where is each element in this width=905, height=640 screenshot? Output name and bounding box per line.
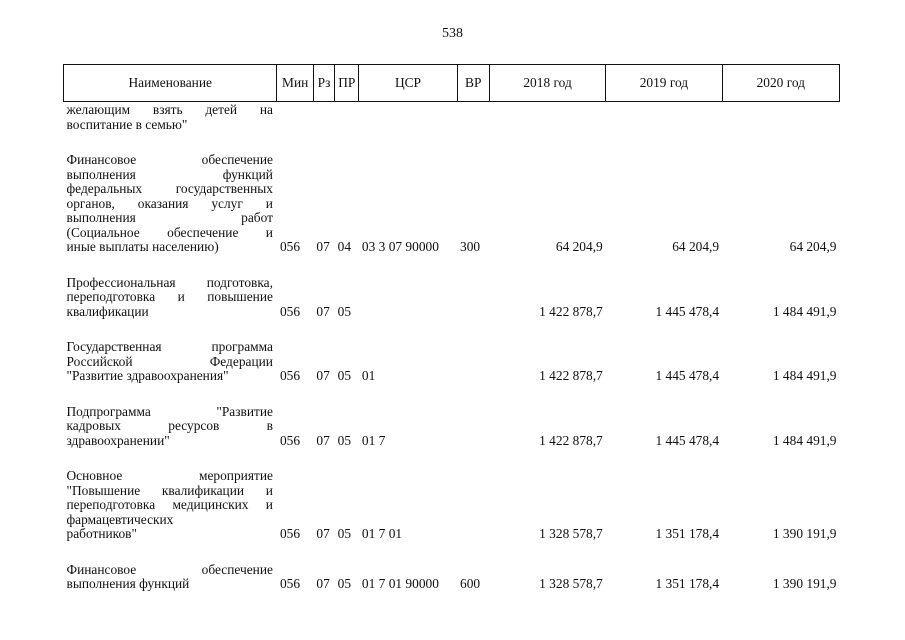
row-pr: 05: [337, 303, 352, 319]
row-2019: 1 445 478,4: [655, 303, 720, 319]
table-header: [64, 65, 840, 102]
table-body: [64, 102, 840, 592]
row-rz: 07: [316, 303, 330, 319]
row-min: 056: [279, 432, 301, 448]
row-name-line: переподготовка медицинских и: [66, 497, 273, 512]
row-2019: 1 445 478,4: [655, 432, 720, 448]
row-pr: 04: [337, 239, 352, 254]
row-csr: 01 7 01: [361, 526, 403, 541]
header-name: Наименование: [64, 65, 277, 102]
row-min: 056: [279, 303, 301, 319]
row-name-line: иные выплаты населению): [66, 239, 219, 254]
table-row: [64, 102, 840, 133]
row-name-line: желающим взять детей на: [66, 102, 273, 117]
row-name-line: органов, оказания услуг и: [66, 195, 273, 211]
row-name: [64, 542, 277, 592]
row-2019: [606, 102, 722, 133]
row-rz: 07: [316, 368, 330, 383]
row-min: 056: [279, 239, 301, 254]
header-min: Мин: [277, 65, 313, 102]
row-name-line: Финансовое обеспечение: [66, 561, 273, 577]
row-name-line: "Повышение квалификации и: [66, 482, 273, 498]
row-name-line: Российской Федерации: [66, 353, 273, 369]
row-vr: [457, 255, 489, 320]
row-vr: [457, 448, 489, 542]
row-2020: 1 484 491,9: [772, 432, 837, 448]
row-name-line: выполнения работ: [66, 210, 273, 225]
row-vr: [457, 102, 489, 133]
row-pr: 05: [337, 432, 352, 448]
row-name-line: выполнения функций: [66, 576, 190, 591]
row-name-line: работников": [66, 526, 137, 541]
row-2018: 1 422 878,7: [539, 432, 603, 448]
row-name-line: Финансовое обеспечение: [66, 152, 273, 167]
row-name-line: кадровых ресурсов в: [66, 418, 273, 433]
row-min: 056: [279, 576, 301, 591]
row-vr: 600: [460, 576, 481, 591]
row-csr: 03 3 07 90000: [361, 239, 439, 254]
row-2020: 1 484 491,9: [772, 368, 837, 383]
row-csr: 01 7 01 90000: [361, 576, 439, 591]
row-min: [277, 102, 313, 133]
row-vr: [457, 384, 489, 449]
budget-table: [63, 64, 840, 592]
row-2018: [489, 102, 605, 133]
row-csr: 01: [361, 368, 376, 383]
row-name-line: квалификации: [66, 303, 149, 319]
page-number: 538: [442, 26, 463, 41]
table-row: [64, 448, 840, 542]
table-row: [64, 384, 840, 449]
row-name-line: Государственная программа: [66, 339, 273, 354]
row-rz: 07: [316, 526, 330, 541]
row-min: 056: [279, 368, 301, 383]
row-name-line: выполнения функций: [66, 166, 273, 182]
header-pr: ПР: [335, 65, 359, 102]
row-name-line: переподготовка и повышение: [66, 289, 273, 304]
row-name-line: воспитание в семью": [66, 116, 188, 132]
row-name: [64, 255, 277, 320]
row-csr: 01 7: [361, 432, 386, 448]
table-row: [64, 255, 840, 320]
row-pr: 05: [337, 526, 352, 541]
header-2018: 2018 год: [489, 65, 605, 102]
row-2018: 1 422 878,7: [539, 303, 603, 319]
row-2020: 1 390 191,9: [772, 526, 837, 541]
row-name: [64, 384, 277, 449]
row-rz: [313, 102, 334, 133]
row-2019: 64 204,9: [672, 239, 720, 254]
row-name: [64, 319, 277, 384]
row-2018: 1 328 578,7: [539, 526, 603, 541]
row-2020: 1 390 191,9: [772, 576, 837, 591]
row-name: [64, 102, 277, 133]
row-name-line: Подпрограмма "Развитие: [66, 403, 273, 419]
table-row: [64, 542, 840, 592]
row-csr: [359, 255, 457, 320]
row-rz: 07: [316, 576, 330, 591]
row-2018: 1 422 878,7: [539, 368, 603, 383]
header-csr: ЦСР: [359, 65, 457, 102]
table-row: [64, 319, 840, 384]
row-name-line: (Социальное обеспечение и: [66, 224, 273, 240]
row-pr: 05: [337, 576, 352, 591]
row-2018: 64 204,9: [555, 239, 603, 254]
table-row: [64, 132, 840, 255]
row-2020: 64 204,9: [789, 239, 837, 254]
header-vr: ВР: [457, 65, 489, 102]
row-vr: 300: [460, 239, 481, 254]
header-2019: 2019 год: [606, 65, 722, 102]
row-name-line: Профессиональная подготовка,: [66, 274, 273, 290]
row-vr: [457, 319, 489, 384]
row-2020: 1 484 491,9: [772, 303, 837, 319]
row-csr: [359, 102, 457, 133]
header-2020: 2020 год: [722, 65, 839, 102]
row-2018: 1 328 578,7: [539, 576, 603, 591]
row-name-line: Основное мероприятие: [66, 468, 273, 483]
row-pr: [335, 102, 359, 133]
row-rz: 07: [316, 239, 330, 254]
row-name: [64, 132, 277, 255]
row-pr: 05: [337, 368, 352, 383]
row-2019: 1 351 178,4: [655, 576, 720, 591]
header-rz: Рз: [313, 65, 334, 102]
row-2020: [722, 102, 839, 133]
row-name-line: "Развитие здравоохранения": [66, 368, 229, 383]
row-rz: 07: [316, 432, 330, 448]
row-name-line: фармацевтических: [66, 511, 174, 527]
row-min: 056: [279, 526, 301, 541]
row-2019: 1 351 178,4: [655, 526, 720, 541]
row-name: [64, 448, 277, 542]
row-name-line: федеральных государственных: [66, 181, 273, 196]
row-name-line: здравоохранении": [66, 432, 170, 448]
row-2019: 1 445 478,4: [655, 368, 720, 383]
